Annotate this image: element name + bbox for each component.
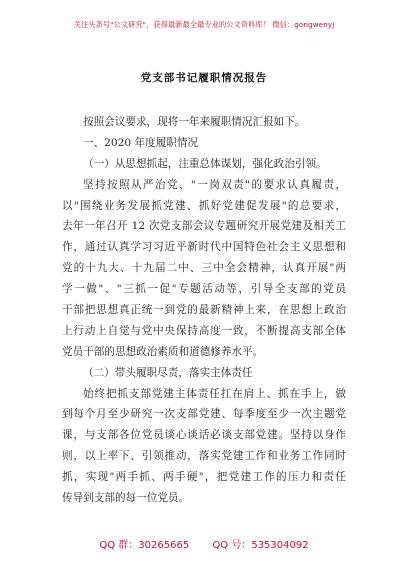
- body-line: 课，与支部各位党员谈心谈话必谈支部党建。坚持以身作: [62, 429, 346, 442]
- body-line: 传导到支部的每一位党员。: [62, 492, 190, 505]
- footer-contact: [0, 536, 408, 551]
- body-line: （一）从思想抓起，注重总体谋划，强化政治引领。: [83, 157, 327, 170]
- body-line: 党员干部的思想政治素质和道德修养水平。: [62, 345, 264, 358]
- footer-qq-group: QQ 群：30265665: [99, 540, 190, 551]
- document-title: 党支部书记履职情况报告: [140, 72, 268, 84]
- body-line: 坚持按照从严治党、"一岗双责"的要求认真履责，: [83, 178, 346, 191]
- body-line: 党的十九大、十九届二中、三中全会精神，认真开展"两: [62, 262, 346, 275]
- body-line: 干部把思想真正统一到党的最新精神上来，在思想上政治: [62, 304, 346, 317]
- body-line: 始终把抓支部党建主体责任扛在肩上、抓在手上，做: [83, 387, 346, 400]
- footer-qq-number: QQ 号：535304092: [212, 540, 309, 551]
- body-line: 一、2020 年度履职情况: [83, 136, 199, 149]
- body-line: （二）带头履职尽责，落实主体责任: [83, 366, 253, 379]
- body-line: 学一做"、"三抓一促"专题活动等，引导全支部的党员: [62, 283, 346, 296]
- header-banner: 关注头条号"公文研究"，获得最新最全最专业的公文资料库！ 微信：gongwenyj: [73, 20, 335, 29]
- body-line: 抓，实现"两手抓、两手硬"，把党建工作的压力和责任: [62, 471, 346, 484]
- body-line: 到每个月至少研究一次支部党建、每季度至少一次主题党: [62, 408, 346, 421]
- body-line: 去年一年召开 12 次党支部会议专题研究开展党建及相关工: [62, 220, 346, 233]
- document-body: [62, 112, 346, 509]
- body-line: 以"围绕业务发展抓党建、抓好党建促发展"的总要求，: [62, 199, 346, 212]
- body-line: 上行动上自觉与党中央保持高度一致，不断提高支部全体: [62, 324, 346, 337]
- body-line: 则，以上率下、引领推动，落实党建工作和业务工作同时: [62, 450, 346, 463]
- body-line: 作，通过认真学习习近平新时代中国特色社会主义思想和: [62, 241, 346, 254]
- body-line: 按照会议要求，现将一年来履职情况汇报如下。: [83, 116, 306, 128]
